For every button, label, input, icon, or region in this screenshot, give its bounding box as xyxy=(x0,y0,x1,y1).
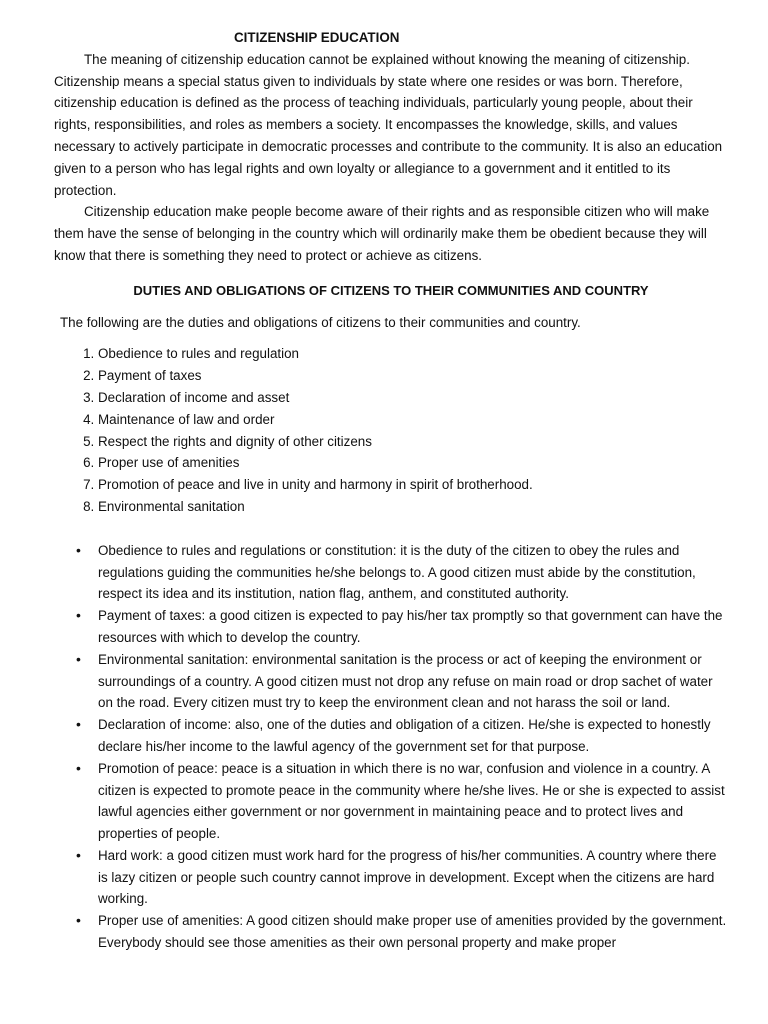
duty-item: 8. Environmental sanitation xyxy=(98,496,728,518)
duty-item: 5. Respect the rights and dignity of other citizens xyxy=(98,431,728,453)
duty-item: 7. Promotion of peace and live in unity and harmony in spirit of brotherhood. xyxy=(98,474,728,496)
paragraph-citizenship-awareness: Citizenship education make people become aware of their rights and as responsible citizen who will make them have the sense of belonging in the country which will ordinarily make them be obedient because they will know that there is something they need to protect or achieve as citizens. xyxy=(54,204,710,263)
detail-text: Obedience to rules and regulations or constitution: it is the duty of the citizen to obey the rules and regulations guiding the communities he/she belongs to. A good citizen must abide by the constitution, respect its idea and its institution, nation flag, anthem, and constituted authority. xyxy=(98,542,696,602)
detail-text: Proper use of amenities: A good citizen should make proper use of amenities provided by the government. Everybody should see those amenities as their own personal property and make proper xyxy=(98,913,727,951)
details-list xyxy=(54,540,728,954)
detail-text: Promotion of peace: peace is a situation in which there is no war, confusion and violence in a country. A citizen is expected to promote peace in the community where he/she lives. He or she is expected to assist lawful agencies either government or nor government in maintaining peace and to protect lives and properties of people. xyxy=(98,760,725,842)
bullet-icon: • xyxy=(76,716,81,733)
duty-item: 6. Proper use of amenities xyxy=(98,452,728,474)
bullet-icon: • xyxy=(76,912,81,929)
detail-text: Payment of taxes: a good citizen is expected to pay his/her tax promptly so that government can have the resources with which to develop the country. xyxy=(98,608,723,645)
bullet-icon: • xyxy=(76,846,81,863)
bullet-icon: • xyxy=(76,607,81,624)
detail-item xyxy=(76,714,728,758)
bullet-icon: • xyxy=(76,650,81,667)
duty-item: 4. Maintenance of law and order xyxy=(98,409,728,431)
duty-item: 3. Declaration of income and asset xyxy=(98,387,728,409)
duty-item: 1. Obedience to rules and regulation xyxy=(98,343,728,365)
detail-item xyxy=(76,845,728,910)
detail-text: Declaration of income: also, one of the duties and obligation of a citizen. He/she is expected to honestly declare his/her income to the lawful agency of the government set for that purpose. xyxy=(98,717,711,754)
document-title: CITIZENSHIP EDUCATION xyxy=(234,30,400,45)
paragraph-citizenship-meaning: The meaning of citizenship education cannot be explained without knowing the meaning of citizenship. Citizenship means a special status given to individuals by state where one resides or was born. Therefore, citizenship education is defined as the process of teaching individuals, particularly young people, about their rights, responsibilities, and roles as members a society. It encompasses the knowledge, skills, and values necessary to actively participate in democratic processes and contribute to the community. It is also an education given to a person who has legal rights and own loyalty or allegiance to a government and it entitled to its protection. xyxy=(54,51,723,198)
detail-item xyxy=(76,605,728,649)
section-title: DUTIES AND OBLIGATIONS OF CITIZENS TO THEIR COMMUNITIES AND COUNTRY xyxy=(133,282,649,298)
detail-item xyxy=(76,540,728,605)
detail-item xyxy=(76,649,728,714)
detail-item xyxy=(76,758,728,845)
detail-text: Environmental sanitation: environmental sanitation is the process or act of keeping the environment or surroundings of a country. A good citizen must not drop any refuse on main road or drop sachet of water on the road. Every citizen must try to keep the environment clean and not harass the soil or land. xyxy=(98,651,713,711)
section-intro: The following are the duties and obligations of citizens to their communities and country. xyxy=(60,314,581,330)
detail-text: Hard work: a good citizen must work hard for the progress of his/her communities. A country where there is lazy citizen or people such country cannot improve in development. Except when the citizens are hard working. xyxy=(98,847,717,907)
detail-item xyxy=(76,910,728,954)
duty-item: 2. Payment of taxes xyxy=(98,365,728,387)
bullet-icon: • xyxy=(76,759,81,776)
bullet-icon: • xyxy=(76,541,81,558)
duties-list xyxy=(54,343,728,517)
